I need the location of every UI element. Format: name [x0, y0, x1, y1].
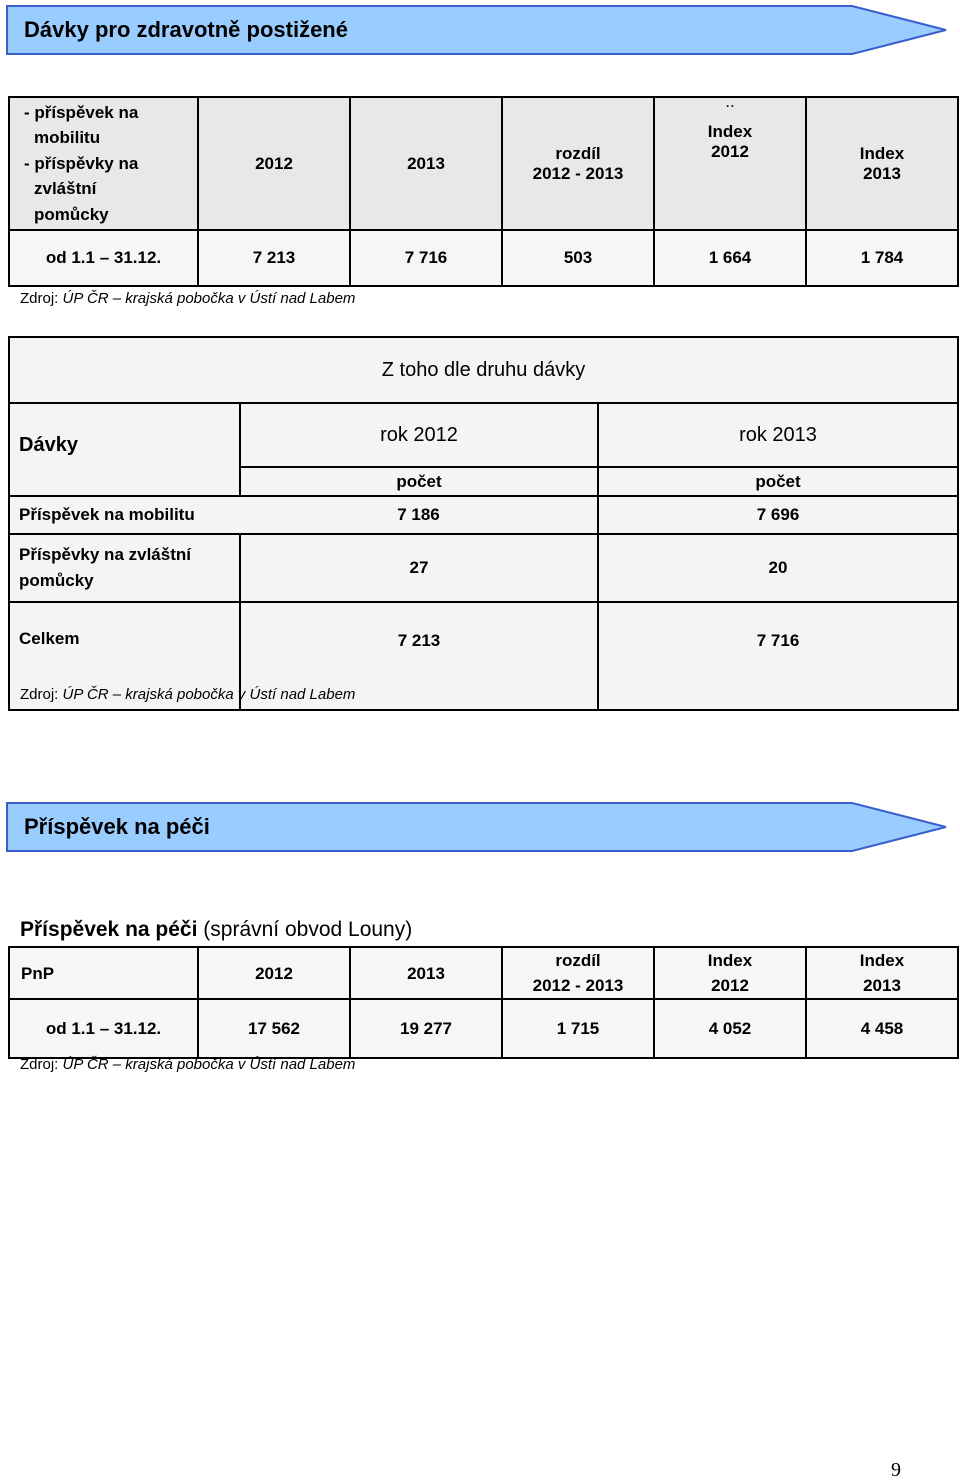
value-2013: 19 277 [350, 999, 502, 1058]
value-2013: 7 716 [350, 230, 502, 286]
table-title: Z toho dle druhu dávky [9, 337, 958, 403]
source-prefix: Zdroj: [20, 686, 63, 703]
subheading-bold: Příspěvek na péči [20, 918, 198, 941]
banner-title: Příspěvek na péči [24, 814, 210, 839]
row-label-pomucky: Příspěvky na zvláštní pomůcky [9, 534, 240, 602]
header-label-line: - příspěvek na [24, 102, 139, 122]
value-index-2013: 1 784 [806, 230, 958, 286]
header-index-2012-line1: Index [707, 122, 753, 141]
value-rozdil: 1 715 [502, 999, 654, 1058]
header-pnp: PnP [9, 947, 198, 999]
header-rozdil-line1: rozdíl [555, 143, 601, 163]
header-rozdil [502, 947, 654, 999]
row-value-2012: 7 213 [240, 602, 598, 710]
row-label: od 1.1 – 31.12. [9, 230, 198, 286]
header-index-2012-line2: 2012 [711, 142, 749, 161]
header-2012: 2012 [198, 97, 350, 230]
row-value-2013: 7 696 [598, 496, 958, 534]
subheading-rest: (správní obvod Louny) [197, 918, 413, 941]
benefit-type-table [8, 336, 959, 711]
section-banner-prispevek-na-peci [6, 802, 948, 852]
source-text: ÚP ČR – krajská pobočka v Ústí nad Labem [62, 1056, 356, 1073]
header-index-2013 [806, 947, 958, 999]
care-allowance-table [8, 946, 959, 1059]
source-text: ÚP ČR – krajská pobočka v Ústí nad Labem [62, 290, 356, 307]
disability-benefits-table [8, 92, 959, 287]
header-rozdil-line2: 2012 - 2013 [532, 976, 624, 995]
header-label-line: zvláštní [34, 179, 97, 199]
header-2013: 2013 [350, 97, 502, 230]
header-label-line: pomůcky [34, 204, 109, 224]
row-value-2013: 20 [598, 534, 958, 602]
source-prefix: Zdroj: [20, 290, 63, 307]
header-index-2012-line1: Index [707, 951, 753, 970]
header-index-2012 [654, 92, 806, 230]
care-allowance-subheading [20, 918, 412, 942]
header-index-2013-line2: 2013 [863, 163, 901, 183]
header-index-2012-line2: 2012 [711, 976, 749, 995]
header-rok-2013: rok 2013 [598, 403, 958, 467]
source-note [20, 1056, 355, 1073]
source-note [20, 686, 355, 703]
source-note [20, 290, 355, 307]
header-index-2013 [806, 97, 958, 230]
value-rozdil: 503 [502, 230, 654, 286]
value-2012: 17 562 [198, 999, 350, 1058]
davky-header: Dávky [9, 403, 240, 496]
header-rozdil-line2: 2012 - 2013 [532, 163, 624, 183]
header-index-2013-line1: Index [859, 143, 905, 163]
row-value-2012: 27 [240, 534, 598, 602]
value-2012: 7 213 [198, 230, 350, 286]
banner-title: Dávky pro zdravotně postižené [24, 17, 348, 42]
row-label-celkem: Celkem [9, 602, 240, 710]
header-pocet-2013: počet [598, 467, 958, 496]
row-label: od 1.1 – 31.12. [9, 999, 198, 1058]
value-index-2012: 4 052 [654, 999, 806, 1058]
header-index-2012 [654, 947, 806, 999]
header-2013: 2013 [350, 947, 502, 999]
section-banner-zdravotne-postizene [6, 5, 948, 55]
row-value-2013: 7 716 [598, 602, 958, 710]
value-index-2012: 1 664 [654, 230, 806, 286]
page-number: 9 [891, 1459, 901, 1481]
source-prefix: Zdroj: [20, 1056, 63, 1073]
row-value-2012: 7 186 [240, 496, 598, 534]
header-index-2013-line2: 2013 [863, 976, 901, 995]
header-label-line: mobilitu [34, 128, 101, 148]
header-index-dots: .. [725, 92, 735, 111]
header-rok-2012: rok 2012 [240, 403, 598, 467]
header-rozdil [502, 97, 654, 230]
header-rozdil-line1: rozdíl [555, 951, 601, 970]
header-2012: 2012 [198, 947, 350, 999]
row-label-mobilita: Příspěvek na mobilitu [9, 496, 240, 534]
value-index-2013: 4 458 [806, 999, 958, 1058]
source-text: ÚP ČR – krajská pobočka v Ústí nad Labem [62, 686, 356, 703]
header-label-cell [9, 97, 198, 230]
header-label-line: - příspěvky na [24, 153, 139, 173]
header-index-2013-line1: Index [859, 951, 905, 970]
header-pocet-2012: počet [240, 467, 598, 496]
